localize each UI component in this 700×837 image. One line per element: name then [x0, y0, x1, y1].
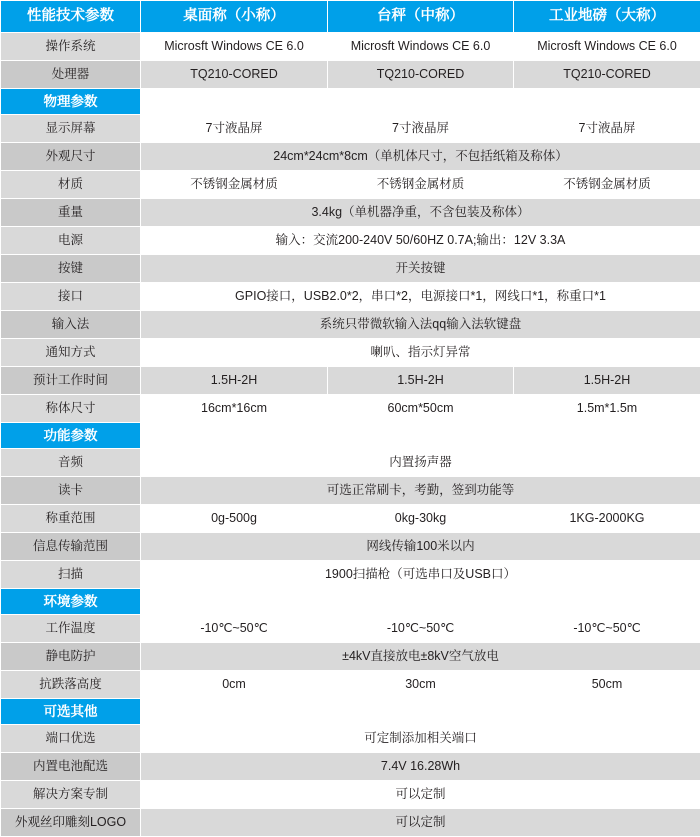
table-row — [1, 753, 700, 781]
row-label: 抗跌落高度 — [1, 671, 141, 699]
row-value: 网线传输100米以内 — [141, 533, 700, 561]
row-value: 输入：交流200-240V 50/60HZ 0.7A;输出：12V 3.3A — [141, 227, 700, 255]
row-label: 外观丝印雕刻LOGO — [1, 809, 141, 837]
row-value: 7.4V 16.28Wh — [141, 753, 700, 781]
section-band-row — [1, 589, 700, 615]
row-label: 输入法 — [1, 311, 141, 339]
row-value: Microsft Windows CE 6.0 — [141, 33, 328, 61]
section-band-filler — [141, 423, 700, 449]
table-row — [1, 255, 700, 283]
row-value: GPIO接口，USB2.0*2，串口*2，电源接口*1，网线口*1，称重口*1 — [141, 283, 700, 311]
row-label: 扫描 — [1, 561, 141, 589]
table-row — [1, 61, 700, 89]
row-value: 1.5H-2H — [328, 367, 514, 395]
row-value: Microsft Windows CE 6.0 — [514, 33, 700, 61]
row-label: 内置电池配选 — [1, 753, 141, 781]
row-value: 50cm — [514, 671, 700, 699]
row-value: TQ210-CORED — [328, 61, 514, 89]
table-row — [1, 171, 700, 199]
table-row — [1, 339, 700, 367]
row-label: 端口优选 — [1, 725, 141, 753]
row-value: 24cm*24cm*8cm（单机体尺寸，不包括纸箱及称体） — [141, 143, 700, 171]
table-row — [1, 449, 700, 477]
table-row — [1, 561, 700, 589]
row-value: 60cm*50cm — [328, 395, 514, 423]
section-band-row — [1, 699, 700, 725]
table-header-row — [1, 1, 700, 33]
table-row — [1, 671, 700, 699]
row-label: 外观尺寸 — [1, 143, 141, 171]
row-label: 显示屏幕 — [1, 115, 141, 143]
table-row — [1, 725, 700, 753]
row-value: 3.4kg（单机器净重，不含包装及称体） — [141, 199, 700, 227]
column-header: 性能技术参数 — [1, 1, 141, 33]
row-value: 可定制添加相关端口 — [141, 725, 700, 753]
row-value: 可以定制 — [141, 809, 700, 837]
row-value: 不锈钢金属材质 — [141, 171, 328, 199]
table-row — [1, 199, 700, 227]
spec-table-body — [1, 1, 700, 837]
row-value: 16cm*16cm — [141, 395, 328, 423]
row-value: 7寸液晶屏 — [328, 115, 514, 143]
section-band-filler — [141, 589, 700, 615]
row-value: 7寸液晶屏 — [514, 115, 700, 143]
row-label: 工作温度 — [1, 615, 141, 643]
table-row — [1, 367, 700, 395]
row-value: 0g-500g — [141, 505, 328, 533]
row-label: 读卡 — [1, 477, 141, 505]
row-value: 不锈钢金属材质 — [328, 171, 514, 199]
row-value: -10℃~50℃ — [328, 615, 514, 643]
table-row — [1, 809, 700, 837]
row-value: 系统只带微软输入法qq输入法软键盘 — [141, 311, 700, 339]
table-row — [1, 533, 700, 561]
section-band-row — [1, 89, 700, 115]
row-value: 7寸液晶屏 — [141, 115, 328, 143]
section-band-filler — [141, 699, 700, 725]
row-value: -10℃~50℃ — [514, 615, 700, 643]
row-value: 1.5H-2H — [514, 367, 700, 395]
row-value: 30cm — [328, 671, 514, 699]
row-value: 1900扫描枪（可选串口及USB口） — [141, 561, 700, 589]
column-header: 桌面称（小称） — [141, 1, 328, 33]
row-label: 电源 — [1, 227, 141, 255]
row-value: 不锈钢金属材质 — [514, 171, 700, 199]
table-row — [1, 33, 700, 61]
section-band-row — [1, 423, 700, 449]
row-value: 1.5H-2H — [141, 367, 328, 395]
row-value: ±4kV直接放电±8kV空气放电 — [141, 643, 700, 671]
row-label: 称体尺寸 — [1, 395, 141, 423]
row-label: 信息传输范围 — [1, 533, 141, 561]
table-row — [1, 143, 700, 171]
row-value: 内置扬声器 — [141, 449, 700, 477]
row-label: 解决方案专制 — [1, 781, 141, 809]
table-row — [1, 643, 700, 671]
table-row — [1, 115, 700, 143]
section-band-label: 功能参数 — [1, 423, 141, 449]
table-row — [1, 505, 700, 533]
column-header: 工业地磅（大称） — [514, 1, 700, 33]
row-value: 0cm — [141, 671, 328, 699]
row-label: 接口 — [1, 283, 141, 311]
row-label: 通知方式 — [1, 339, 141, 367]
row-value: 可以定制 — [141, 781, 700, 809]
row-label: 预计工作时间 — [1, 367, 141, 395]
section-band-label: 物理参数 — [1, 89, 141, 115]
row-label: 材质 — [1, 171, 141, 199]
row-value: 开关按键 — [141, 255, 700, 283]
row-label: 称重范围 — [1, 505, 141, 533]
table-row — [1, 283, 700, 311]
row-label: 按键 — [1, 255, 141, 283]
section-band-filler — [141, 89, 700, 115]
section-band-label: 环境参数 — [1, 589, 141, 615]
row-value: 喇叭、指示灯异常 — [141, 339, 700, 367]
table-row — [1, 311, 700, 339]
row-label: 静电防护 — [1, 643, 141, 671]
table-row — [1, 477, 700, 505]
row-value: Microsft Windows CE 6.0 — [328, 33, 514, 61]
row-value: 1.5m*1.5m — [514, 395, 700, 423]
row-label: 操作系统 — [1, 33, 141, 61]
row-label: 处理器 — [1, 61, 141, 89]
row-value: 0kg-30kg — [328, 505, 514, 533]
row-value: TQ210-CORED — [514, 61, 700, 89]
row-value: 1KG-2000KG — [514, 505, 700, 533]
row-value: TQ210-CORED — [141, 61, 328, 89]
column-header: 台秤（中称） — [328, 1, 514, 33]
row-value: 可选正常刷卡，考勤，签到功能等 — [141, 477, 700, 505]
section-band-label: 可选其他 — [1, 699, 141, 725]
row-label: 重量 — [1, 199, 141, 227]
table-row — [1, 395, 700, 423]
row-value: -10℃~50℃ — [141, 615, 328, 643]
table-row — [1, 227, 700, 255]
row-label: 音频 — [1, 449, 141, 477]
table-row — [1, 615, 700, 643]
table-row — [1, 781, 700, 809]
